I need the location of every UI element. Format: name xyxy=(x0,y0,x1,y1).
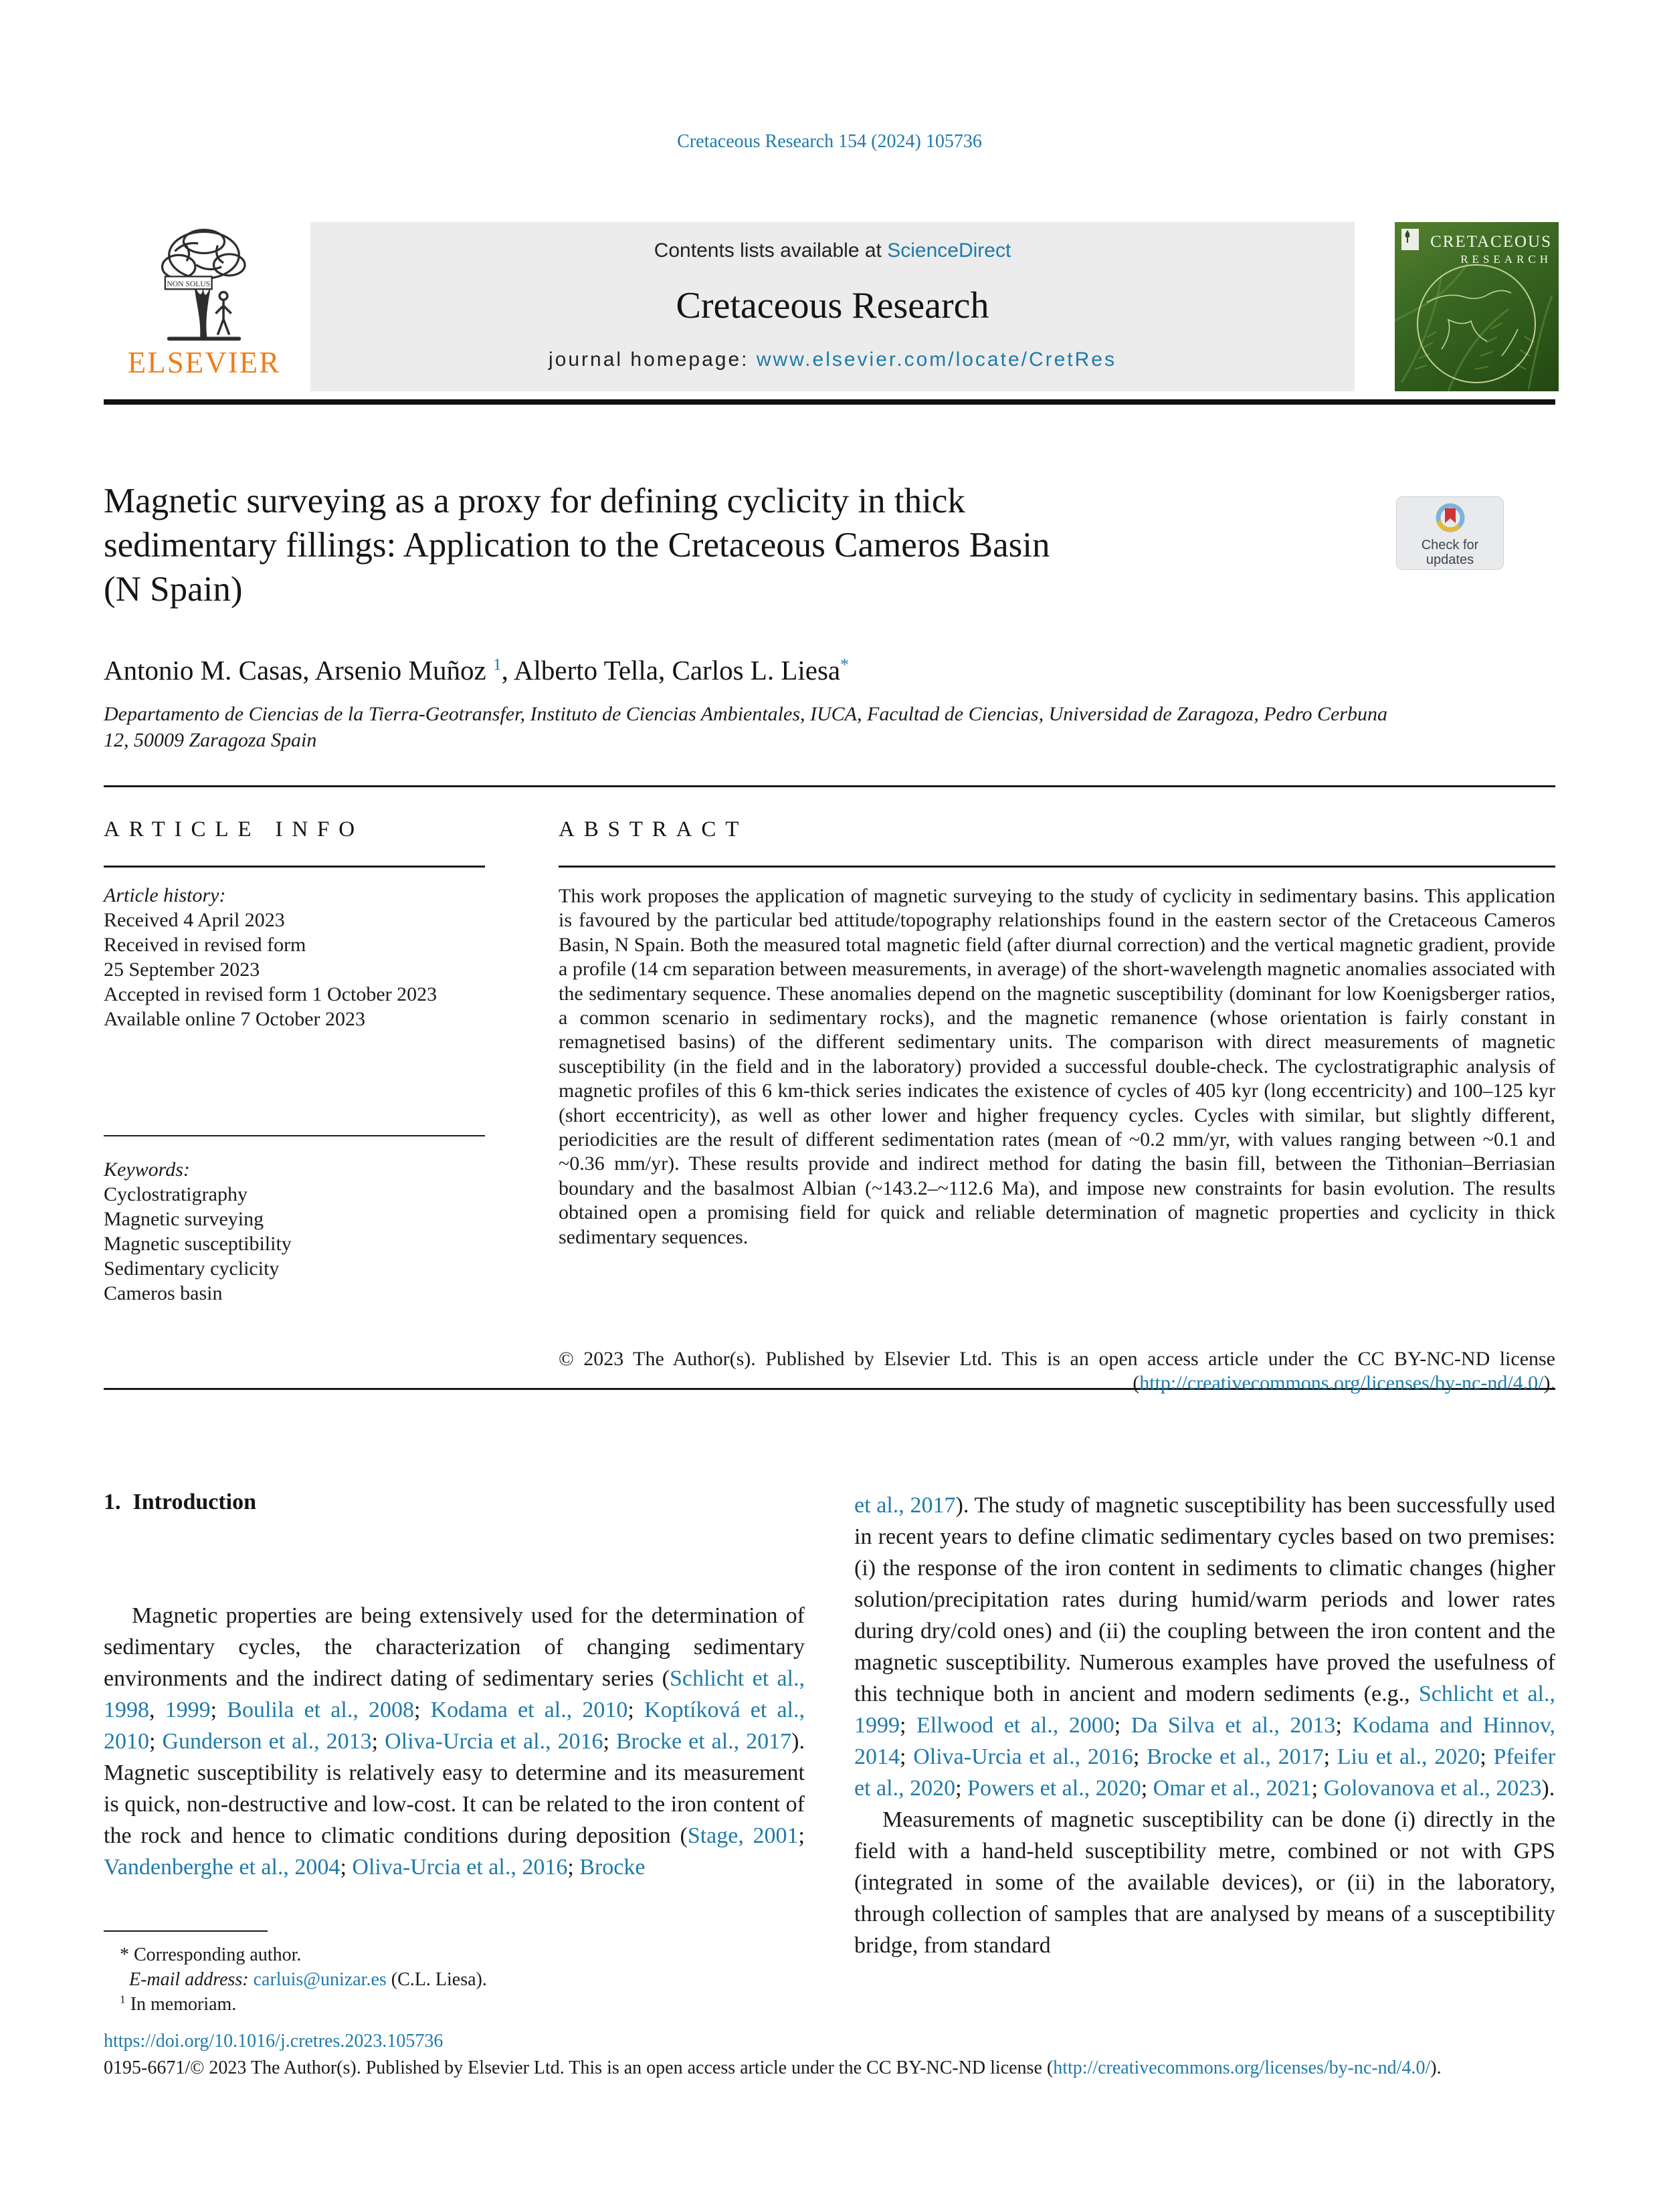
inline-link[interactable]: Oliva-Urcia et al., 2016 xyxy=(352,1855,568,1880)
crossmark-icon xyxy=(1435,502,1466,533)
elsevier-wordmark: ELSEVIER xyxy=(127,346,281,379)
intro-paragraph-col2b: Measurements of magnetic susceptibility can be done (i) directly in the field with a hand-held susceptibility metre, combined or not with GPS (integrated in some of the available devices), or (ii) in the laboratory, through collection of samples that are analysed by means of a susceptibility bridge, from standard xyxy=(854,1807,1555,1958)
inline-link[interactable]: Pfeifer et al., 2020 xyxy=(854,1744,1556,1801)
footnotes xyxy=(104,1942,805,2017)
masthead-divider xyxy=(104,399,1555,405)
inline-link[interactable]: et al., 2017 xyxy=(854,1493,956,1518)
doi-link[interactable]: https://doi.org/10.1016/j.cretres.2023.105736 xyxy=(104,2031,444,2051)
intro-paragraph-col2a: et al., 2017). The study of magnetic susceptibility has been successfully used in recent years to define climatic sedimentary cycles based on two premises: (i) the response of the iron content in sediments to climatic changes (higher solution/precipitation rates during humid/warm periods and lower rates during dry/cold ones) and (ii) the coupling between the iron content and the magnetic susceptibility. Numerous examples have proved the usefulness of this technique both in ancient and modern sediments (e.g., Schlicht et al., 1999; Ellwood et al., 2000; Da Silva et al., 2013; Kodama and Hinnov, 2014; Oliva-Urcia et al., 2016; Brocke et al., 2017; Liu et al., 2020; Pfeifer et al., 2020; Powers et al., 2020; Omar et al., 2021; Golovanova et al., 2023). xyxy=(854,1493,1556,1801)
inline-link[interactable]: 1 xyxy=(492,655,502,674)
history-item: Accepted in revised form 1 October 2023 xyxy=(104,983,437,1005)
inline-link[interactable]: Brocke et al., 2017 xyxy=(615,1729,792,1754)
cover-title xyxy=(1430,231,1552,267)
author-list: Antonio M. Casas, Arsenio Muñoz $^1$, Alberto Tella, Carlos L. Liesa* xyxy=(104,655,849,686)
inline-link[interactable]: Golovanova et al., 2023 xyxy=(1323,1776,1542,1801)
running-head-citation: Cretaceous Research 154 (2024) 105736 xyxy=(677,131,982,152)
elsevier-tree-icon xyxy=(104,222,304,346)
homepage-line xyxy=(549,348,1116,371)
article-title-line2: sedimentary fillings: Application to the Cretaceous Cameros Basin xyxy=(104,526,1050,565)
inline-link[interactable]: Boulila et al., 2008 xyxy=(227,1698,414,1722)
inline-link[interactable]: Vandenberghe et al., 2004 xyxy=(104,1855,340,1880)
cover-elsevier-mark xyxy=(1401,229,1419,250)
check-for-updates-label: Check for updates xyxy=(1421,538,1479,567)
inline-link[interactable]: Oliva-Urcia et al., 2016 xyxy=(385,1729,603,1754)
issn-copyright-line: 0195-6671/© 2023 The Author(s). Published by Elsevier Ltd. This is an open access article under the CC BY-NC-ND license (http://creativecommons.org/licenses/by-nc-nd/4.0/). xyxy=(104,2057,1442,2078)
inline-link[interactable]: http://creativecommons.org/licenses/by-nc-nd/4.0/ xyxy=(1139,1372,1544,1395)
inline-link[interactable]: 1999 xyxy=(165,1698,211,1722)
article-info-heading-rule xyxy=(104,866,485,868)
inline-link[interactable]: Gunderson et al., 2013 xyxy=(162,1729,372,1754)
history-item: Available online 7 October 2023 xyxy=(104,1008,365,1030)
masthead-panel xyxy=(310,222,1355,391)
journal-cover-thumbnail[interactable] xyxy=(1395,222,1559,391)
inline-link[interactable]: Brocke et al., 2017 xyxy=(1147,1744,1324,1769)
check-for-updates-badge[interactable] xyxy=(1396,496,1504,570)
history-item: 25 September 2023 xyxy=(104,959,260,981)
keyword: Cyclostratigraphy xyxy=(104,1183,248,1205)
inline-link[interactable]: Omar et al., 2021 xyxy=(1153,1776,1312,1801)
inline-link[interactable]: Schlicht et al., 1999 xyxy=(854,1682,1555,1738)
inline-link[interactable]: Powers et al., 2020 xyxy=(967,1776,1141,1801)
inline-link[interactable]: Oliva-Urcia et al., 2016 xyxy=(913,1744,1133,1769)
inline-link[interactable]: carluis@unizar.es xyxy=(253,1969,387,1990)
keywords-block xyxy=(104,1157,485,1306)
article-title-line3: (N Spain) xyxy=(104,570,243,609)
keyword: Cameros basin xyxy=(104,1282,223,1304)
intro-paragraph-col1: Magnetic properties are being extensively used for the determination of sedimentary cycles, the characterization of changing sedimentary environments and the indirect dating of sedimentary series (Schlicht et al., 1998, 1999; Boulila et al., 2008; Kodama et al., 2010; Koptíková et al., 2010; Gunderson et al., 2013; Oliva-Urcia et al., 2016; Brocke et al., 2017). Magnetic susceptibility is relatively easy to determine and its measurement is quick, non-destructive and low-cost. It can be related to the iron content of the rock and hence to climatic conditions during deposition (Stage, 2001; Vandenberghe et al., 2004; Oliva-Urcia et al., 2016; Brocke xyxy=(104,1603,805,1880)
inline-link[interactable]: http://creativecommons.org/licenses/by-nc-nd/4.0/ xyxy=(1053,2057,1431,2078)
sciencedirect-link[interactable]: ScienceDirect xyxy=(887,239,1011,262)
corresponding-author-note: * Corresponding author. xyxy=(120,1944,302,1965)
cover-title-line1: CRETACEOUS xyxy=(1430,233,1552,251)
keyword: Sedimentary cyclicity xyxy=(104,1258,280,1280)
section-heading-introduction xyxy=(104,1490,256,1515)
section-number: 1. xyxy=(104,1490,121,1514)
journal-title: Cretaceous Research xyxy=(676,284,989,326)
svg-text:NON SOLUS: NON SOLUS xyxy=(167,279,211,288)
journal-homepage-link[interactable]: www.elsevier.com/locate/CretRes xyxy=(756,348,1116,371)
section-top-rule xyxy=(104,785,1555,787)
keywords-label: Keywords: xyxy=(104,1159,190,1181)
history-item: Received in revised form xyxy=(104,934,306,956)
article-title-line1: Magnetic surveying as a proxy for defining cyclicity in thick xyxy=(104,482,965,520)
inline-link[interactable]: Liu et al., 2020 xyxy=(1337,1744,1480,1769)
intro-col2 xyxy=(854,1490,1555,1961)
keyword: Magnetic susceptibility xyxy=(104,1233,292,1255)
article-history-label: Article history: xyxy=(104,884,226,906)
email-note: E-mail address: carluis@unizar.es (C.L. Liesa). xyxy=(129,1969,487,1990)
inline-link[interactable]: Ellwood et al., 2000 xyxy=(916,1713,1114,1738)
inline-link[interactable]: Koptíková et al., 2010 xyxy=(104,1698,805,1754)
footnote-rule xyxy=(104,1930,268,1932)
abstract-heading-rule xyxy=(559,866,1555,868)
abstract-text: This work proposes the application of magnetic surveying to the study of cyclicity in sedimentary basins. This application is favoured by the particular bed attitude/topography relationships found in the eastern sector of the Cretaceous Cameros Basin, N Spain. Both the measured total magnetic field (after diurnal correction) and the vertical magnetic gradient, provide a profile (14 cm separation between measurements, in average) of the short-wavelength magnetic anomalies associated with the sedimentary sequence. These anomalies depend on the magnetic susceptibility (dominant for low Koenigsberger ratios, a common scenario in sedimentary rocks), and the magnetic remanence (whose orientation is fairly constant in remagnetised basins) of the different sedimentary units. The comparison with direct measurements of magnetic susceptibility (in the field and in the laboratory) provided a successful double-check. The cyclostratigraphic analysis of magnetic profiles of this 6 km-thick series indicates the existence of cycles of 405 kyr (long eccentricity) and 100–125 kyr (short eccentricity), as well as other lower and higher frequency cycles. Cycles with similar, but slightly different, periodicities are the result of different sedimentation rates (mean of ~0.2 mm/yr, with values ranging between ~0.1 and ~0.36 mm/yr). These results provide and indirect method for dating the basin fill, between the Tithonian–Berriasian boundary and the basalmost Albian (~143.2–~112.6 Ma), and impose new constraints for basin evolution. The results obtained open a promising field for quick and reliable determination of magnetic properties and cyclicity in thick sedimentary sequences. xyxy=(559,885,1555,1248)
article-title xyxy=(104,479,1375,611)
article-info-mid-rule xyxy=(104,1135,485,1136)
contents-prefix: Contents lists available at xyxy=(654,239,888,262)
section-title: Introduction xyxy=(132,1490,257,1514)
elsevier-logo[interactable] xyxy=(104,222,304,391)
abstract-copyright: © 2023 The Author(s). Published by Elsevier Ltd. This is an open access article under the CC BY-NC-ND license (http://creativecommons.org/licenses/by-nc-nd/4.0/). xyxy=(559,1348,1555,1395)
inline-link[interactable]: Schlicht et al., 1998 xyxy=(104,1666,805,1722)
affiliation: Departamento de Ciencias de la Tierra-Geotransfer, Instituto de Ciencias Ambientales, IUCA, Facultad de Ciencias, Universidad de Zaragoza, Pedro Cerbuna 12, 50009 Zaragoza Spain xyxy=(104,703,1387,751)
cover-title-line2: RESEARCH xyxy=(1460,253,1552,266)
inline-link[interactable]: Brocke xyxy=(579,1855,646,1880)
inline-link[interactable]: * xyxy=(840,655,849,674)
article-history xyxy=(104,883,485,1031)
inline-link[interactable]: Da Silva et al., 2013 xyxy=(1131,1713,1336,1738)
homepage-prefix: journal homepage: xyxy=(548,348,757,371)
article-info-heading: ARTICLE INFO xyxy=(104,817,364,841)
history-item: Received 4 April 2023 xyxy=(104,909,285,931)
inline-link[interactable]: Stage, 2001 xyxy=(687,1823,799,1848)
inline-link[interactable]: Kodama et al., 2010 xyxy=(430,1698,628,1722)
abstract-heading: ABSTRACT xyxy=(559,817,749,841)
memoriam-note: $^1$ In memoriam. xyxy=(120,1993,237,2015)
inline-link[interactable]: Kodama and Hinnov, 2014 xyxy=(854,1713,1555,1769)
contents-line xyxy=(654,239,1011,262)
keyword: Magnetic surveying xyxy=(104,1208,264,1230)
